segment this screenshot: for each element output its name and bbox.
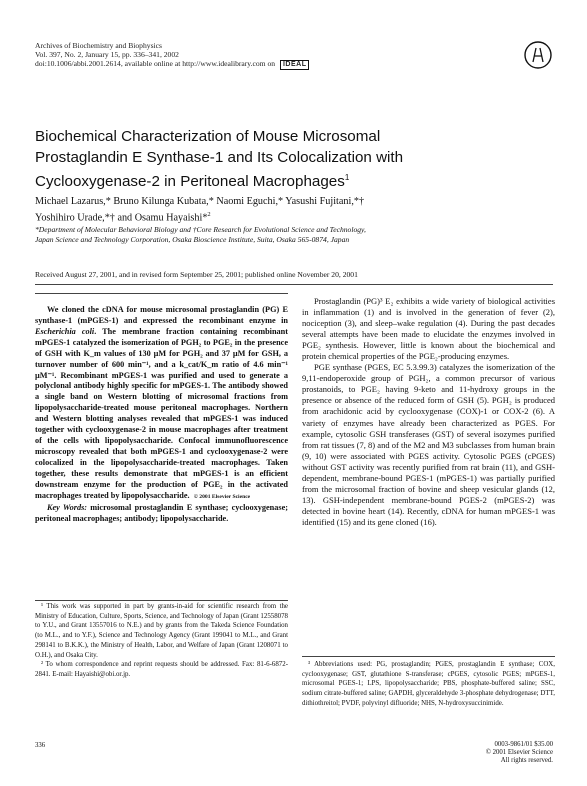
volume-line: Vol. 397, No. 2, January 15, pp. 336–341, 2002 (35, 50, 179, 60)
author-list (35, 195, 555, 225)
doi-text: doi:10.1006/abbi.2001.2614, available online at http://www.idealibrary.com on (35, 59, 276, 69)
abstract-copyright: © 2001 Elsevier Science (193, 493, 251, 500)
abstract-top-rule (35, 293, 288, 294)
intro-text (302, 296, 555, 528)
authors-line-1: Michael Lazarus,* Bruno Kilunga Kubata,* Naomi Eguchi,* Yasushi Fujitani,*† (35, 196, 365, 207)
footer-copyright: © 2001 Elsevier Science (485, 749, 553, 756)
publisher-logo-icon (523, 40, 553, 70)
footnote-3: ³ Abbreviations used: PG, prostaglandin; PGES, prostaglandin E synthase; COX, cyclooxygenase; GST, glutathione S-transferase; cPGES, cytosolic PGES; mPGES-1, microsomal PGES-1; LPS, lipopolysaccharide; PBS, phosphate-buffered saline; SSC, sodium citrate-buffered saline; GAPDH, glyceraldehyde 3-phosphate dehydrogenase; DTT, dithiothreitol; PVDF, polyvinyl difluoride; NHS, N-hydroxysuccinimide. (302, 661, 555, 707)
keywords: Key Words: microsomal prostaglandin E synthase; cyclooxygenase; peritoneal macrophages; antibody; lipopolysaccharide. (35, 502, 288, 523)
affiliation-line-1: *Department of Molecular Behavioral Biology and †Core Research for Evolutional Science and Technology, (35, 225, 366, 234)
doi-line (35, 59, 395, 69)
affiliation (35, 225, 555, 245)
footnote-2: ² To whom correspondence and reprint requests should be addressed. Fax: 81-6-6872-2841. E-mail: Hayaishi@obi.or.jp. (35, 661, 288, 678)
footnotes-left (35, 602, 288, 680)
footnote-rule-right (302, 656, 555, 657)
rights-reserved: All rights reserved. (500, 757, 553, 764)
copyright-block (420, 741, 553, 765)
intro-paragraph-2: PGE synthase (PGES, EC 5.3.99.3) catalyzes the isomerization of the 9,11-endoperoxide group of PGH₂, a common precursor of various prostanoids, to PGE₂ having 9-keto and 11-hydroxy groups in the presence or absence of the reduced form of GSH (5). PGH₂ is produced from arachidonic acid by cyclooxygenase (COX)-1 or COX-2 (6). A variety of enzymes have already been characterized as PGES. For example, cytosolic GSH transferases (GST) of several isozymes purified from rat tissues (7, 8) and of the M2 and M3 subclasses from human brain (9, 10) were associated with PGES activity. Cytosolic PGES (cPGES) without GST activity was recently purified from rat brain (11), and GSH-dependent, membrane-bound PGES-1 (mPGES-1) was partially purified from the microsomal fraction of bovine and sheep vesicular glands (12, 13). GSH-independent membrane-bound PGES-2 (mPGES-2) was detected in bovine heart (14). Recently, cDNA for human mPGES-1 was identified (15) and its gene cloned (16). (302, 362, 555, 527)
ideal-logo: IDEAL (280, 60, 310, 70)
abstract-text: We cloned the cDNA for mouse microsomal prostaglandin (PG) E synthase-1 (mPGES-1) and expressed the recombinant enzyme in Escherichia coli. The membrane fraction containing recombinant mPGES-1 catalyzed the isomerization of PGH₂ to PGE₂ in the presence of GSH with K_m values of 130 µM for PGH₂ and 37 µM for GSH, a turnover number of 600 min⁻¹, and a k_cat/K_m ratio of 4.6 min⁻¹ µM⁻¹. Recombinant mPGES-1 was purified and used to generate a polyclonal antibody highly specific for mPGES-1. The antibody showed a single band on Western blotting of microsomal fractions from lipopolysaccharide-treated mouse peritoneal macrophages. Northern and Western blotting analyses revealed that mPGES-1 was induced together with cyclooxygenase-2 in mouse macrophages after treatment of the cells with lipopolysaccharide. Confocal immunofluorescence microscopy revealed that both mPGES-1 and cyclooxygenase-2 were colocalized in the lipopolysaccharide-treated macrophages. Taken together, these results demonstrate that mPGES-1 is an efficient downstream enzyme for the production of PGE₂ in the activated macrophages treated by lipopolysaccharide. © 2001 Elsevier Science (35, 305, 288, 500)
author-footnote-mark: 2 (207, 211, 211, 219)
footnote-1: ¹ This work was supported in part by grants-in-aid for scientific research from the Ministry of Education, Culture, Sports, Science, and Technology of Japan (Grant 12558078 to Y.U., and Grant 13557016 to N.E.) and by grants from the Takeda Science Foundation (to M.L., and to Y.F.), Science and Technology Agency (Grant 199041 to M.L., and Grant 298141 to B.K.K.), the Ministry of Health, Labor, and Welfare of Japan (Grant 1208071 to O.H.), and Osaka City. (35, 603, 288, 659)
header-rule (35, 284, 553, 285)
title-line-3: Cyclooxygenase-2 in Peritoneal Macrophages$^1$ (35, 173, 350, 191)
affiliation-line-2: Japan Science and Technology Corporation, Osaka Bioscience Institute, Suita, Osaka 565-0874, Japan (35, 235, 350, 245)
title-line-1: Biochemical Characterization of Mouse Microsomal (35, 128, 381, 145)
title-footnote-mark: 1 (344, 173, 350, 182)
intro-paragraph-1: Prostaglandin (PG)³ E₂ exhibits a wide variety of biological activities in inflammation (1) and is involved in the generation of fever (2), nociception (3), and sleep–wake regulation (4). During the past decades several attempts have been made to elucidate the enzymes involved in PGE₂ synthesis. However, little is known about the biochemical and protein chemical properties of the PGE₂-producing enzymes. (302, 296, 555, 362)
title-line-2: Prostaglandin E Synthase-1 and Its Colocalization with (35, 148, 404, 166)
page-number: 336 (35, 742, 46, 749)
issn: 0003-9861/01 $35.00 (494, 741, 553, 748)
abstract (35, 305, 288, 524)
journal-header (35, 41, 395, 70)
journal-name: Archives of Biochemistry and Biophysics (35, 41, 162, 50)
footnote-abbreviations (302, 660, 555, 709)
footnote-rule-left (35, 600, 288, 601)
article-title (35, 127, 555, 193)
authors-line-2: Yoshihiro Urade,*† and Osamu Hayaishi*$^2$ (35, 211, 211, 224)
received-dates: Received August 27, 2001, and in revised form September 25, 2001; published online November 20, 2001 (35, 270, 358, 279)
